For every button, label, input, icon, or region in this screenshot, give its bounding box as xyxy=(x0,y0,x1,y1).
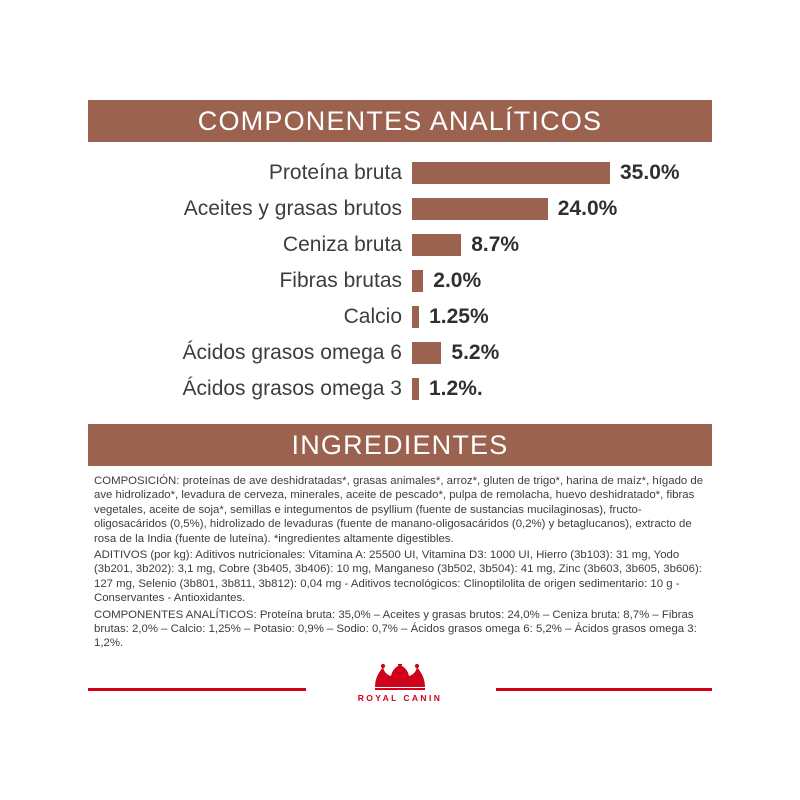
ingredients-text xyxy=(94,474,708,653)
chart-row xyxy=(88,335,712,371)
ingredients-paragraph: COMPONENTES ANALÍTICOS: Proteína bruta: 35,0% – Aceites y grasas brutos: 24,0% – Ceniza bruta: 8,7% – Fibras brutas: 2,0% – Calcio: 1,25% – Potasio: 0,9% – Sodio: 0,7% – Ácidos grasos omega 6: 5,2% – Ácidos grasos omega 3: 1,2%. xyxy=(94,608,697,650)
chart-row-label: Ceniza bruta xyxy=(282,233,402,256)
chart-row-label: Fibras brutas xyxy=(279,269,402,292)
chart-bar-wrap xyxy=(412,161,680,185)
chart-bar xyxy=(412,342,441,364)
chart-row xyxy=(88,263,712,299)
chart-row-value: 2.0% xyxy=(433,269,482,292)
chart-bar-wrap xyxy=(412,197,617,221)
brand-name: ROYAL CANIN xyxy=(357,693,443,703)
chart-row-value: 24.0% xyxy=(557,197,618,220)
chart-row xyxy=(88,371,712,407)
chart-bar-wrap xyxy=(412,269,481,293)
chart-bar xyxy=(412,234,461,256)
chart-bar-wrap xyxy=(412,305,489,329)
footer-rule-right xyxy=(496,688,712,691)
chart-bar xyxy=(412,306,419,328)
chart-row-value: 5.2% xyxy=(451,341,500,364)
chart-bar xyxy=(412,198,548,220)
chart-bar-wrap xyxy=(412,233,519,257)
chart-row-value: 1.2%. xyxy=(429,377,483,400)
chart-row xyxy=(88,227,712,263)
chart-row-value: 1.25% xyxy=(429,305,489,328)
analytical-components-chart xyxy=(88,155,712,405)
ingredients-paragraph: COMPOSICIÓN: proteínas de ave deshidratadas*, grasas animales*, arroz*, gluten de trigo*, harina de maíz*, hígado de ave hidrolizado*, levadura de cerveza, minerales, aceite de pescado*, pulpa de remolacha, huevo deshidratado*, fibras vegetales, aceite de soja*, semillas e integumentos de psyllium (fuente de sustancias mucilaginosas), fructo-oligosacáridos (0,5%), hidrolizado de levaduras (fuente de manano-oligosacáridos (0,2%) y betaglucanos), extracto de rosa de la India (fuente de luteína). *ingredientes altamente digestibles. xyxy=(94,475,704,545)
analytical-components-header: COMPONENTES ANALÍTICOS xyxy=(88,100,712,142)
chart-row xyxy=(88,191,712,227)
chart-bar-wrap xyxy=(412,341,499,365)
chart-bar xyxy=(412,270,423,292)
chart-row-value: 35.0% xyxy=(620,161,680,184)
chart-row-value: 8.7% xyxy=(471,233,520,256)
ingredients-paragraph: ADITIVOS (por kg): Aditivos nutricionales: Vitamina A: 25500 UI, Vitamina D3: 1000 UI, Hierro (3b103): 31 mg, Yodo (3b201, 3b202): 3,1 mg, Cobre (3b405, 3b406): 10 mg, Manganeso (3b502, 3b504): 41 mg, Zinc (3b603, 3b605, 3b606): 127 mg, Selenio (3b801, 3b811, 3b812): 0,04 mg - Aditivos tecnológicos: Clinoptilolita de origen sedimentario: 10 g - Conservantes - Antioxidantes. xyxy=(94,549,702,605)
crown-icon xyxy=(373,664,427,690)
chart-row-label: Ácidos grasos omega 6 xyxy=(182,341,402,364)
chart-bar-wrap xyxy=(412,377,483,401)
chart-bar xyxy=(412,378,419,400)
footer-rule-left xyxy=(88,688,306,691)
chart-row xyxy=(88,299,712,335)
chart-row-label: Calcio xyxy=(343,305,402,328)
chart-row xyxy=(88,155,712,191)
chart-row-label: Aceites y grasas brutos xyxy=(183,197,402,220)
ingredients-header: INGREDIENTES xyxy=(88,424,712,466)
chart-row-label: Ácidos grasos omega 3 xyxy=(182,377,402,400)
brand-logo xyxy=(330,662,470,720)
chart-row-label: Proteína bruta xyxy=(268,161,402,184)
chart-bar xyxy=(412,162,610,184)
